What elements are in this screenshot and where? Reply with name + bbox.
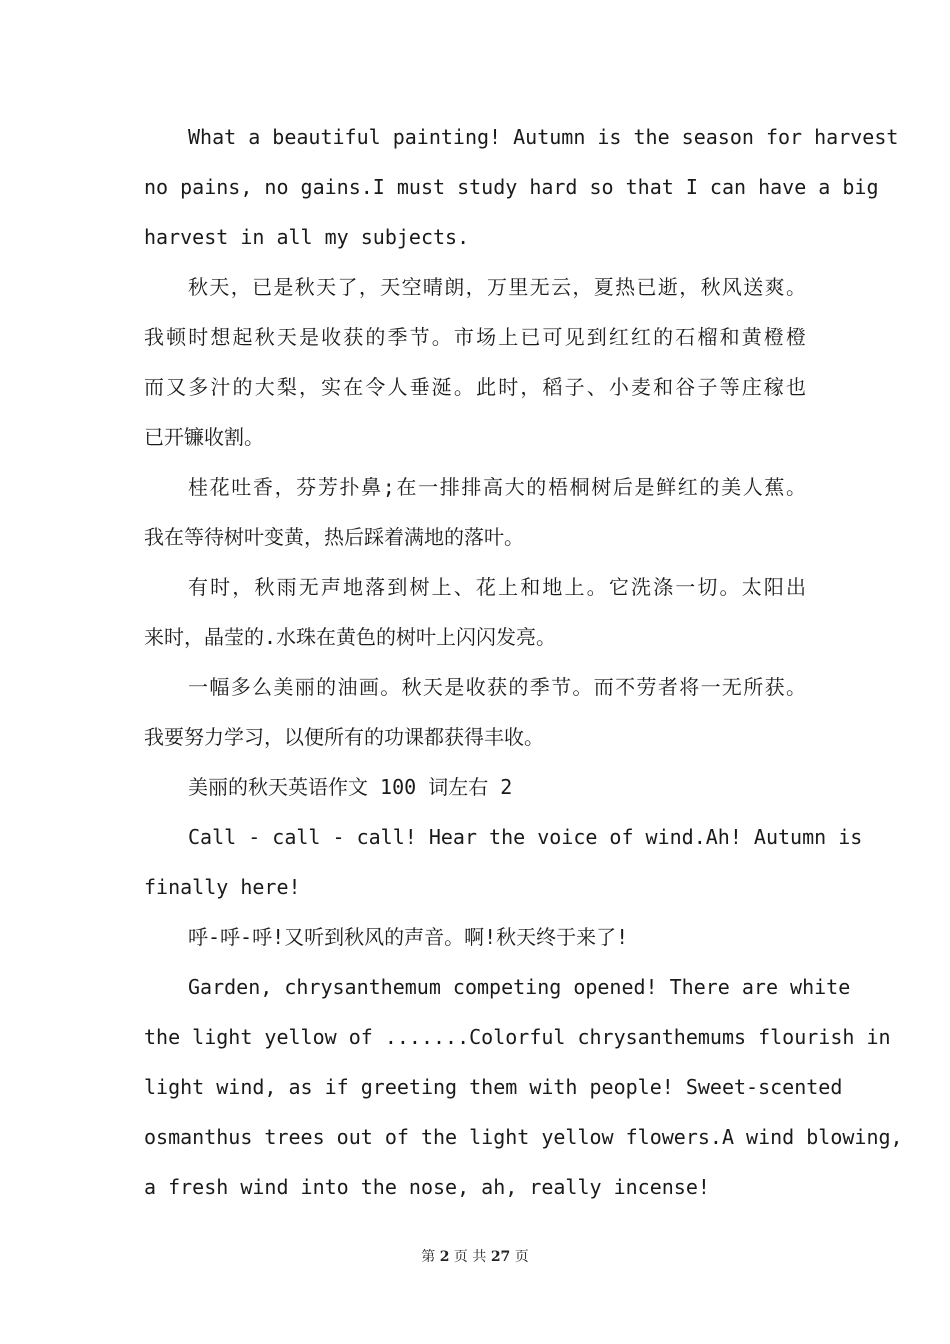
document-body: [144, 112, 903, 1212]
text-line: a fresh wind into the nose, ah, really incense!: [144, 1175, 710, 1199]
text-line: 秋天，已是秋天了，天空晴朗，万里无云，夏热已逝，秋风送爽。: [188, 275, 806, 299]
total-page-count: 27: [490, 1249, 511, 1265]
text-line: 我要努力学习，以便所有的功课都获得丰收。: [144, 725, 544, 749]
page-footer: [0, 1246, 950, 1266]
text-line: osmanthus trees out of the light yellow flowers.A wind blowing,: [144, 1125, 903, 1149]
text-line: light wind, as if greeting them with people! Sweet-scented: [144, 1075, 843, 1099]
text-line: harvest in all my subjects.: [144, 225, 470, 249]
text-line: 我顿时想起秋天是收获的季节。市场上已可见到红红的石榴和黄橙橙: [144, 325, 806, 349]
text-line: Garden, chrysanthemum competing opened! There are white: [188, 975, 851, 999]
text-line: 桂花吐香，芬芳扑鼻;在一排排高大的梧桐树后是鲜红的美人蕉。: [188, 475, 806, 499]
text-line: What a beautiful painting! Autumn is the season for harvest: [188, 125, 899, 149]
text-line: 一幅多么美丽的油画。秋天是收获的季节。而不劳者将一无所获。: [188, 675, 806, 699]
footer-prefix: 第: [421, 1249, 436, 1265]
text-line: 我在等待树叶变黄，热后踩着满地的落叶。: [144, 525, 524, 549]
footer-middle: 页 共: [453, 1249, 487, 1265]
text-line: 呼-呼-呼!又听到秋风的声音。啊!秋天终于来了!: [188, 925, 629, 949]
text-line: 而又多汁的大梨，实在令人垂涎。此时，稻子、小麦和谷子等庄稼也: [144, 375, 806, 399]
text-line: 有时，秋雨无声地落到树上、花上和地上。它洗涤一切。太阳出: [188, 575, 806, 599]
text-line: Call - call - call! Hear the voice of wind.Ah! Autumn is: [188, 825, 863, 849]
text-line: 来时，晶莹的.水珠在黄色的树叶上闪闪发亮。: [144, 625, 557, 649]
section-heading: 美丽的秋天英语作文 100 词左右 2: [188, 775, 513, 799]
current-page-number: 2: [439, 1249, 450, 1265]
text-line: finally here!: [144, 875, 301, 899]
text-line: no pains, no gains.I must study hard so that I can have a big: [144, 175, 879, 199]
footer-suffix: 页: [514, 1249, 529, 1265]
text-line: 已开镰收割。: [144, 425, 264, 449]
text-line: the light yellow of .......Colorful chrysanthemums flourish in: [144, 1025, 891, 1049]
